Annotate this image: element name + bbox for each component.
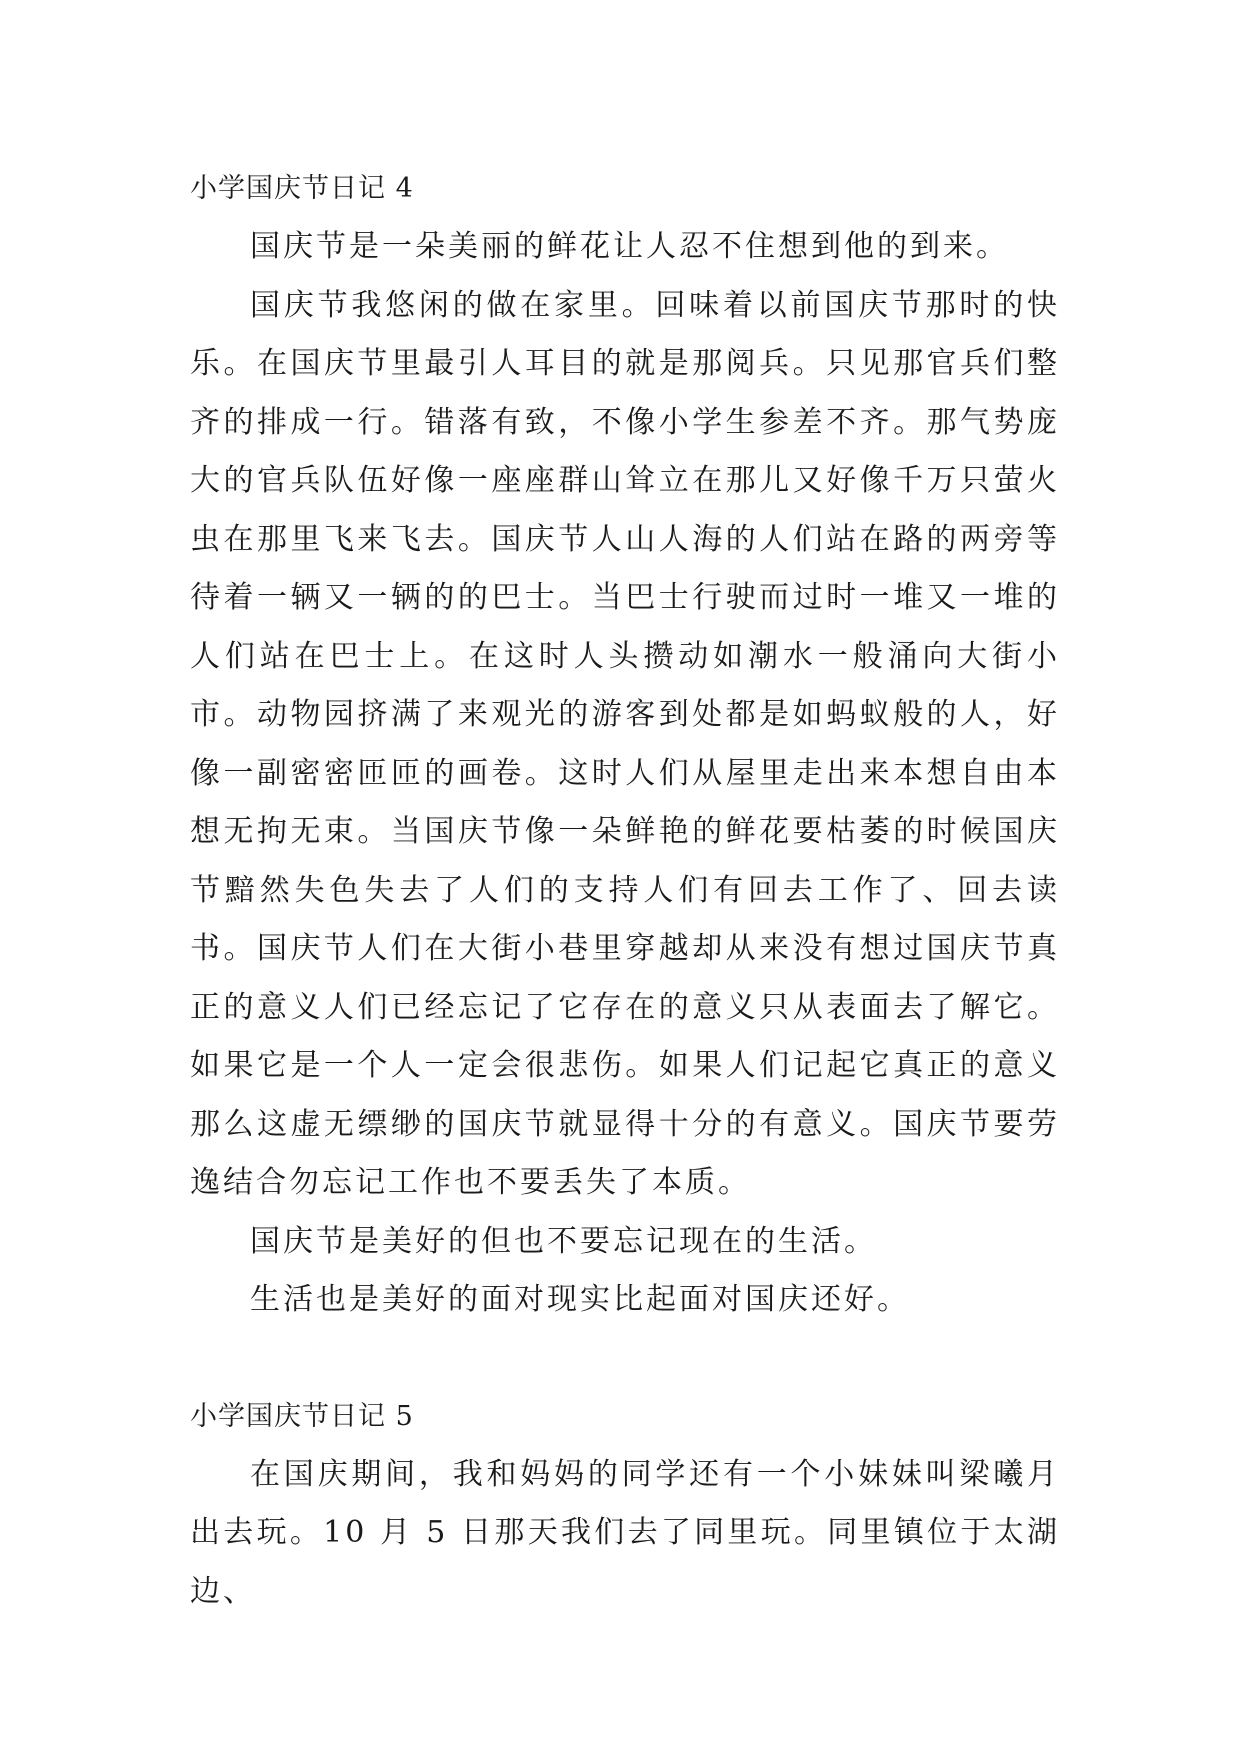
paragraph: 国庆节我悠闲的做在家里。回味着以前国庆节那时的快乐。在国庆节里最引人耳目的就是那阅兵。只见那官兵们整齐的排成一行。错落有致，不像小学生参差不齐。那气势庞大的官兵队伍好像一座座群山耸立在那儿又好像千万只萤火虫在那里飞来飞去。国庆节人山人海的人们站在路的两旁等待着一辆又一辆的的巴士。当巴士行驶而过时一堆又一堆的人们站在巴士上。在这时人头攒动如潮水一般涌向大街小市。动物园挤满了来观光的游客到处都是如蚂蚁般的人，好像一副密密匝匝的画卷。这时人们从屋里走出来本想自由本想无拘无束。当国庆节像一朵鲜艳的鲜花要枯萎的时候国庆节黯然失色失去了人们的支持人们有回去工作了、回去读书。国庆节人们在大街小巷里穿越却从来没有想过国庆节真正的意义人们已经忘记了它存在的意义只从表面去了解它。如果它是一个人一定会很悲伤。如果人们记起它真正的意义那么这虚无缥缈的国庆节就显得十分的有意义。国庆节要劳逸结合勿忘记工作也不要丢失了本质。 <box>190 287 1060 1200</box>
paragraph: 在国庆期间，我和妈妈的同学还有一个小妹妹叫梁曦月出去玩。10 月 5 日那天我们去了同里玩。同里镇位于太湖边、 <box>190 1456 1060 1609</box>
diary-section-4 <box>190 160 1060 1330</box>
section-heading: 小学国庆节日记 4 <box>190 173 414 204</box>
paragraph: 国庆节是一朵美丽的鲜花让人忍不住想到他的到来。 <box>250 229 1009 264</box>
diary-section-5 <box>190 1388 1060 1622</box>
paragraph: 生活也是美好的面对现实比起面对国庆还好。 <box>250 1282 910 1317</box>
paragraph: 国庆节是美好的但也不要忘记现在的生活。 <box>250 1223 877 1259</box>
section-heading: 小学国庆节日记 5 <box>190 1400 414 1432</box>
document-page <box>190 160 1060 1621</box>
